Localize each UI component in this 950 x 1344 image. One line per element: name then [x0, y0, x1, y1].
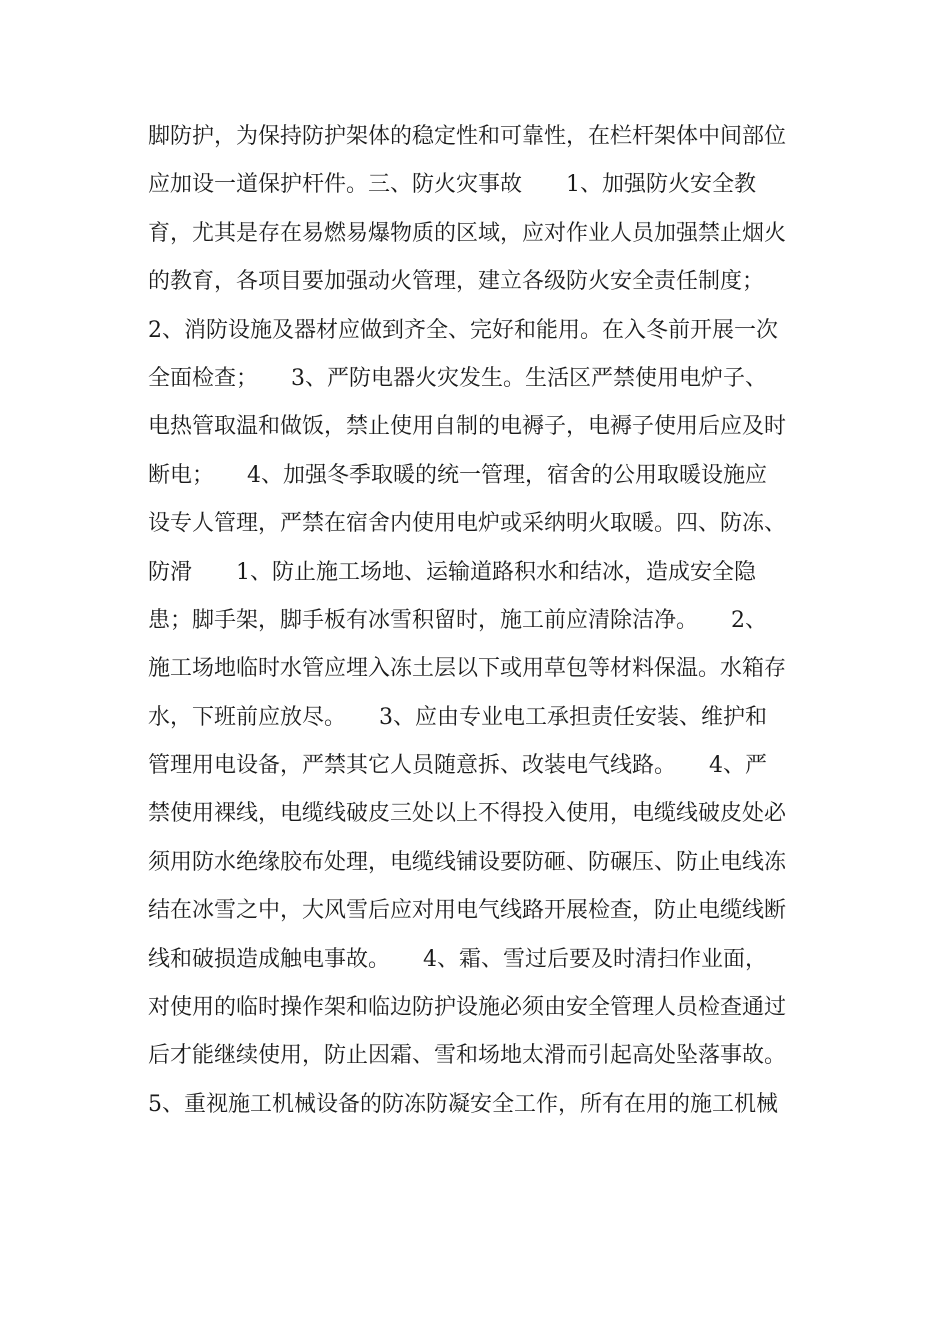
text-line: 管理用电设备，严禁其它人员随意拆、改装电气线路。 4、严 — [148, 753, 767, 779]
text-line: 患；脚手架，脚手板有冰雪积留时，施工前应清除洁净。 2、 — [148, 607, 767, 633]
text-line: 全面检查； 3、严防电器火灾发生。生活区严禁使用电炉子、 — [148, 365, 767, 391]
text-line: 结在冰雪之中，大风雪后应对用电气线路开展检查，防止电缆线断 — [148, 898, 787, 924]
text-line: 禁使用裸线，电缆线破皮三处以上不得投入使用，电缆线破皮处必 — [148, 801, 787, 827]
text-line: 设专人管理，严禁在宿舍内使用电炉或采纳明火取暖。四、防冻、 — [148, 511, 787, 537]
text-line: 脚防护，为保持防护架体的稳定性和可靠性，在栏杆架体中间部位 — [148, 124, 787, 149]
body-text — [148, 113, 808, 1129]
text-line: 须用防水绝缘胶布处理，电缆线铺设要防砸、防碾压、防止电线冻 — [148, 849, 787, 875]
text-line: 电热管取温和做饭，禁止使用自制的电褥子，电褥子使用后应及时 — [148, 414, 787, 440]
text-line: 后才能继续使用，防止因霜、雪和场地太滑而引起高处坠落事故。 — [148, 1043, 787, 1069]
text-line: 的教育，各项目要加强动火管理，建立各级防火安全责任制度； — [148, 269, 765, 295]
text-line: 线和破损造成触电事故。 4、霜、雪过后要及时清扫作业面， — [148, 946, 767, 972]
text-line: 2、消防设施及器材应做到齐全、完好和能用。在入冬前开展一次 — [148, 317, 778, 343]
text-line: 断电； 4、加强冬季取暖的统一管理，宿舍的公用取暖设施应 — [148, 462, 767, 488]
text-line: 对使用的临时操作架和临边防护设施必须由安全管理人员检查通过 — [148, 995, 787, 1021]
text-line: 水，下班前应放尽。 3、应由专业电工承担责任安装、维护和 — [148, 704, 767, 730]
text-line: 施工场地临时水管应埋入冻土层以下或用草包等材料保温。水箱存 — [148, 656, 787, 682]
text-line: 5、重视施工机械设备的防冻防凝安全工作，所有在用的施工机械 — [148, 1091, 778, 1117]
text-line: 应加设一道保护杆件。三、防火灾事故 1、加强防火安全教 — [148, 172, 756, 198]
text-line: 防滑 1、防止施工场地、运输道路积水和结冰，造成安全隐 — [148, 559, 756, 585]
text-line: 育，尤其是存在易燃易爆物质的区域，应对作业人员加强禁止烟火 — [148, 220, 787, 246]
